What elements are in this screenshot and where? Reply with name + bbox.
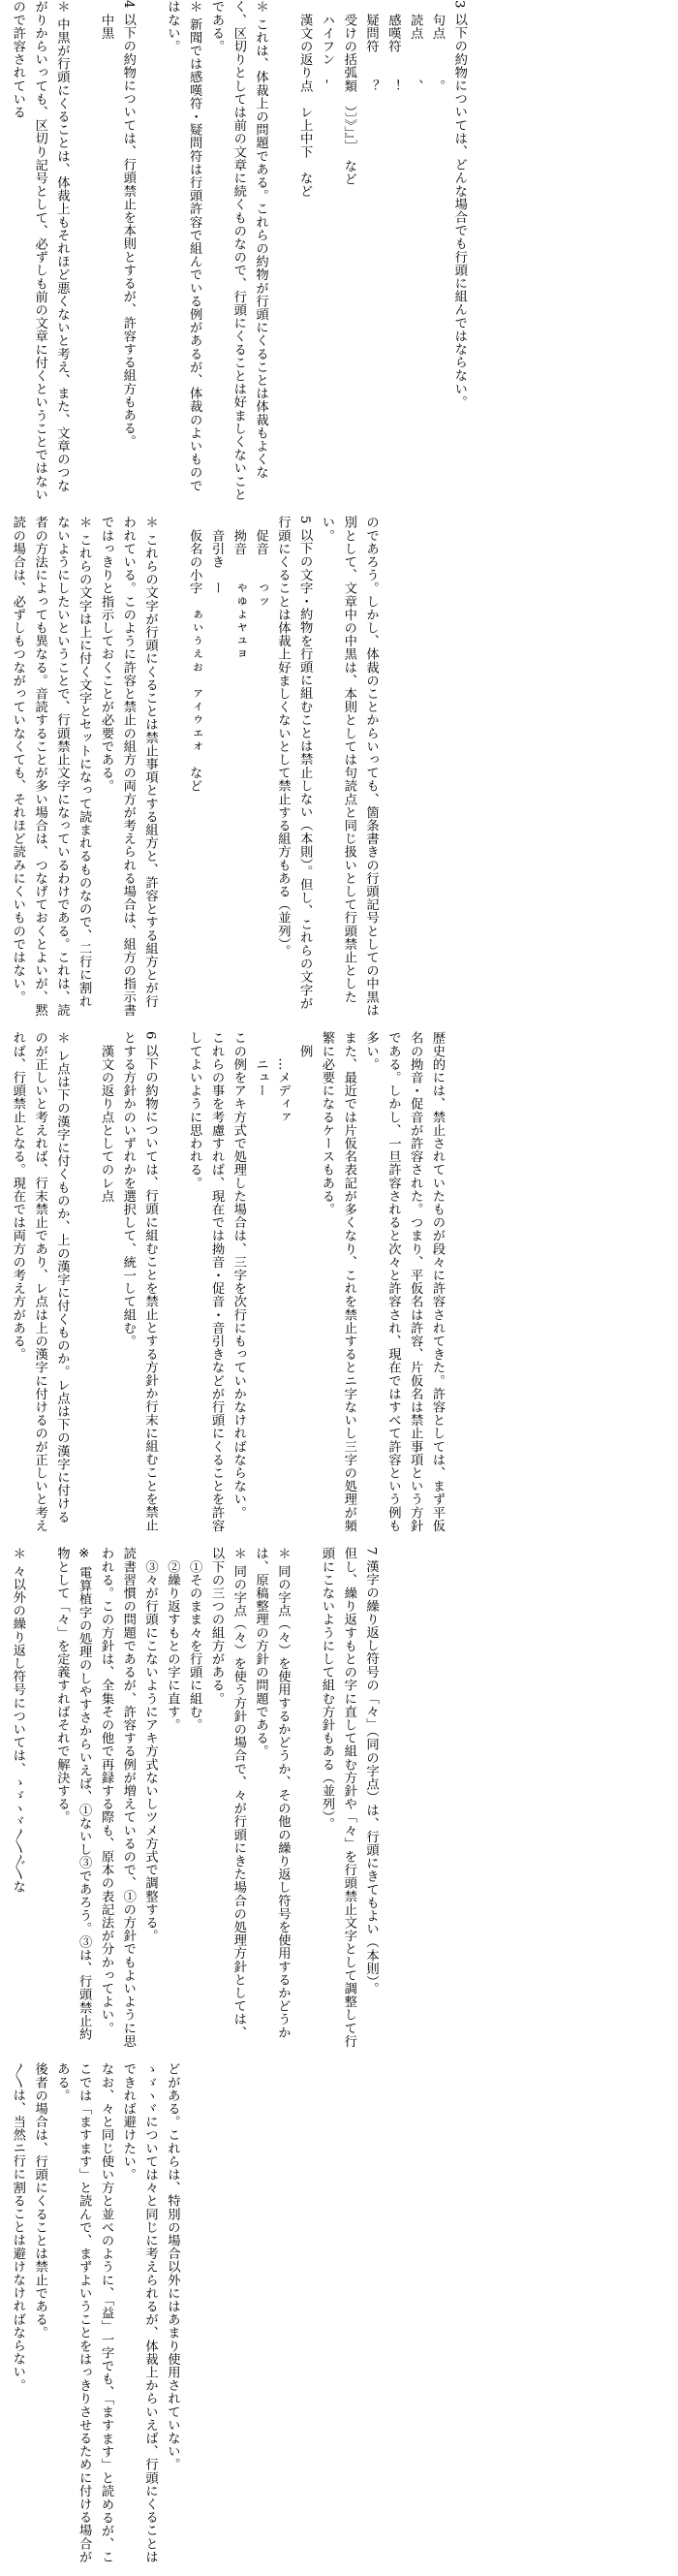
vertical-text-column-block — [6, 1031, 447, 1535]
text-paragraph: 受けの括弧類 ）〕》」』］ など — [341, 0, 356, 186]
text-tier-4 — [6, 1547, 672, 2051]
text-paragraph: 拗音 ゃゅょャュョ — [231, 516, 246, 661]
text-paragraph: ＊ これらの文字は上に付く文字とセットになって読まれるものなので、二行に割れないようにしたいということで、行頭禁止文字になっているわけである。これは、読者の方法によっても異なる。音読することが多い場合は、つなげておくとよいが、黙読の場合は、必ずしもつながっていなくても、それほど読みにくいものではない。 — [10, 516, 92, 1017]
text-tier-5 — [6, 2062, 672, 2566]
text-paragraph: この例をアキ方式で処理した場合は、三字を次行にもっていかなければならない。 — [231, 1031, 246, 1520]
text-paragraph: 漢文の返り点としてのレ点 — [98, 1031, 113, 1203]
text-paragraph: 4 以下の約物については、行頭禁止を本則とするが、許容する組方もある。 — [120, 0, 136, 449]
vertical-text-column-block — [6, 0, 470, 504]
text-paragraph: なお、々と同じ使い方と並べのように、「益」一字でも、「ますます」と読めるが、ここでは「ますます」と読んで、まずよいうことをはっきりさせるために付ける場合がある。 — [54, 2062, 113, 2564]
text-paragraph: 中黒 — [98, 0, 113, 40]
text-paragraph: 読書習慣の問題であるが、許容する例が増えているので、①の方針でもよいように思われる。この方針は、全集その他で再録する際も、原本の表記法が分かってよい。 — [98, 1547, 136, 2048]
blank-column — [28, 1547, 50, 2051]
text-paragraph: 音引き ー — [208, 516, 224, 595]
text-paragraph: 5 以下の文字・約物を行頭に組むことは禁止しない（本則）。但し、これらの文字が行頭にくることは体裁上好ましくないとして禁止する組方もある（並列）。 — [275, 516, 313, 1010]
text-paragraph: 例 — [297, 1031, 313, 1058]
blank-column — [72, 1031, 94, 1535]
text-tier-2 — [6, 516, 672, 1020]
text-paragraph: どがある。これらは、特別の場合以外にはあまり使用されていない。 — [165, 2062, 180, 2471]
text-paragraph: ニュー — [253, 1031, 268, 1097]
blank-column — [161, 516, 183, 1020]
blank-column — [72, 0, 94, 504]
blank-column — [161, 1031, 183, 1535]
text-paragraph: 但し、繰り返すもとの字に直して組む方針や「々」を行頭禁止文字として調整して行頭にこないようにして組む方針もある（並列）。 — [319, 1547, 356, 2048]
text-paragraph: 6 以下の約物については、行頭に組むことを禁止とする方針か行末に組むことを禁止とする方針かのいずれかを選択して、統一して組む。 — [120, 1031, 158, 1532]
text-paragraph: ＊ 同の字点（々）を使う方針の場合で、々が行頭にきた場合の処理方針としては、以下の三つの組方がある。 — [208, 1547, 246, 2039]
text-paragraph: また、最近では片仮名表記が多くなり、これを禁止するとニ字ないし三字の処理が頻繁に必要になるケースもある。 — [319, 1031, 356, 1532]
blank-column — [271, 0, 293, 504]
text-paragraph: これらの事を考慮すれば、現在では拗音・促音・音引きなどが行頭にくることを許容してよいように思われる。 — [187, 1031, 224, 1532]
vertical-text-column-block — [6, 2062, 182, 2566]
text-paragraph: ①そのまま々を行頭に組む。 — [187, 1547, 202, 1732]
text-paragraph: ＊ レ点は下の漢字に付くものか、上の漢字に付くものか。レ点は下の漢字に付けるのが正しいと考えれば、行末禁止であり、レ点は上の漢字に付けるのが正しいと考えれば、行頭禁止となる。現在では両方の考え方がある。 — [10, 1031, 70, 1532]
text-tier-1 — [6, 0, 672, 504]
text-paragraph: ③々が行頭にこないようにアキ方式ないしツメ方式で調整する。 — [142, 1547, 158, 1942]
blank-column — [293, 1547, 315, 2051]
text-paragraph: 〳〵は、当然ニ行に割ることは避けなければならない。 — [10, 2062, 25, 2392]
vertical-text-column-block — [6, 1547, 382, 2051]
text-paragraph: 後者の場合は、行頭にくることは禁止である。 — [32, 2062, 47, 2340]
text-paragraph: ＊ これらの文字が行頭にくることは禁止事項とする組方と、許容とする組方とが行われている。このように許容と禁止の組方の両方が考えられる場合は、組方の指示書ではっきりと指示しておくことが必要である。 — [98, 516, 158, 1017]
text-paragraph: 疑問符 ？ — [363, 0, 379, 93]
text-paragraph: 促音 っッ — [253, 516, 268, 609]
text-paragraph: 読点 、 — [408, 0, 423, 93]
text-paragraph: ＊ 同の字点（々）を使用するかどうか、その他の繰り返し符号を使用するかどうかは、原稿整理の方針の問題である。 — [253, 1547, 291, 2039]
text-paragraph: のであろう。しかし、体裁のことからいっても、箇条書きの行頭記号としての中黒は別として、文章中の中黒は、本則としては句読点と同じ扱いとして行頭禁止としたい。 — [319, 516, 379, 1017]
text-paragraph: ハイフン ‐ — [319, 0, 334, 84]
text-paragraph: 句点 。 — [429, 0, 445, 93]
blank-column — [139, 0, 161, 504]
text-paragraph: ＊ 中黒が行頭にくることは、体裁上もそれほど悪くないと考え、また、文章のつながりからいっても、区切り記号として、必ずしも前の文章に付くということではないので許容されている — [10, 0, 70, 501]
text-paragraph: 感嘆符 ！ — [385, 0, 401, 93]
text-paragraph: ②繰り返すもとの字に直す。 — [165, 1547, 180, 1732]
text-paragraph: …メディァ — [275, 1031, 291, 1124]
text-paragraph: ＊ 新聞では感嘆符・疑問符は行頭許容で組んでいる例があるが、体裁のよいものではない。 — [165, 0, 202, 492]
text-paragraph: 漢文の返り点 レ上中下 など — [297, 0, 313, 198]
text-paragraph: 歴史的には、禁止されていたものが段々に許容されてきた。許容としては、まず平仮名の拗音・促音が許容された。つまり、平仮名は許容、片仮名は禁止事項という方針である。しかし、一旦許容されると次々と許容され、現在ではすべて許容という例も多い。 — [363, 1031, 445, 1532]
vertical-text-column-block — [6, 516, 382, 1020]
text-tier-3 — [6, 1031, 672, 1535]
text-paragraph: 7 漢字の繰り返し符号の「々」（同の字点）は、行頭にきてもよい（本則）。 — [363, 1547, 379, 1995]
text-paragraph: 3 以下の約物については、どんな場合でも行頭に組んではならない。 — [451, 0, 467, 409]
text-paragraph: ゝゞヽヾについては々と同じに考えられるが、体裁上からいえば、行頭にくることはできれば避けたい。 — [120, 2062, 158, 2563]
text-paragraph: ＊ 々以外の繰り返し符号については、ゝゞヽヾ〳〵〴〵な — [10, 1547, 25, 1894]
text-paragraph: ＊ これは、体裁上の問題である。これらの約物が行頭にくることは体裁もよくなく、区切りとしては前の文章に続くものなので、行頭にくることは好ましくないことである。 — [208, 0, 268, 501]
text-paragraph: ※ 電算植字の処理のしやすさからいえば、①ないし③であろう。③は、行頭禁止約物として「々」を定義すればそれで解決する。 — [54, 1547, 92, 2041]
text-paragraph: 仮名の小字 ぁぃぅぇぉ ァィゥェォ など — [187, 516, 202, 793]
